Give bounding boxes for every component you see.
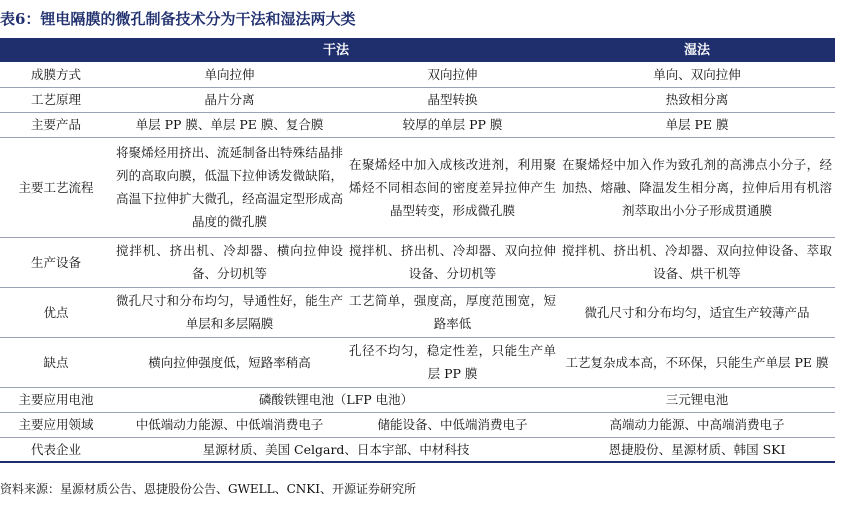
row-label: 优点 [0,287,113,337]
cell-dry-biaxial: 孔径不均匀，稳定性差，只能生产单层 PP 膜 [346,337,559,387]
table-row [0,412,835,437]
cell-dry-biaxial: 工艺简单，强度高，厚度范围宽，短路率低 [346,287,559,337]
cell-dry-biaxial: 双向拉伸 [346,62,559,87]
cell-dry-uniaxial: 中低端动力能源、中低端消费电子 [113,412,346,437]
cell-wet: 工艺复杂成本高，不环保，只能生产单层 PE 膜 [559,337,835,387]
row-label: 主要应用电池 [0,387,113,412]
row-label: 缺点 [0,337,113,387]
table-row [0,112,835,137]
table-row [0,387,835,412]
row-label: 主要产品 [0,112,113,137]
cell-dry-uniaxial: 晶片分离 [113,87,346,112]
row-label: 工艺原理 [0,87,113,112]
table-row [0,437,835,462]
cell-dry-merged: 星源材质、美国 Celgard、日本宇部、中材科技 [113,437,559,462]
header-dry-process: 干法 [113,38,559,62]
table-row [0,337,835,387]
table-row [0,62,835,87]
header-wet-process: 湿法 [559,38,835,62]
table-title: 表6：锂电隔膜的微孔制备技术分为干法和湿法两大类 [0,10,356,28]
row-label: 主要应用领域 [0,412,113,437]
cell-wet: 单向、双向拉伸 [559,62,835,87]
cell-wet: 高端动力能源、中高端消费电子 [559,412,835,437]
cell-wet: 单层 PE 膜 [559,112,835,137]
row-label: 成膜方式 [0,62,113,87]
table-row [0,87,835,112]
cell-wet: 恩捷股份、星源材质、韩国 SKI [559,437,835,462]
comparison-table [0,38,835,463]
cell-dry-uniaxial: 横向拉伸强度低，短路率稍高 [113,337,346,387]
cell-dry-biaxial: 在聚烯烃中加入成核改进剂，利用聚烯烃不同相态间的密度差异拉伸产生晶型转变，形成微孔膜 [346,137,559,237]
cell-dry-biaxial: 储能设备、中低端消费电子 [346,412,559,437]
header-blank [0,38,113,62]
cell-dry-merged: 磷酸铁锂电池（LFP 电池） [113,387,559,412]
row-label: 生产设备 [0,237,113,287]
cell-dry-uniaxial: 单层 PP 膜、单层 PE 膜、复合膜 [113,112,346,137]
cell-wet: 搅拌机、挤出机、冷却器、双向拉伸设备、萃取设备、烘干机等 [559,237,835,287]
cell-wet: 热致相分离 [559,87,835,112]
cell-dry-biaxial: 较厚的单层 PP 膜 [346,112,559,137]
cell-dry-biaxial: 晶型转换 [346,87,559,112]
table-row [0,237,835,287]
cell-wet: 三元锂电池 [559,387,835,412]
cell-dry-biaxial: 搅拌机、挤出机、冷却器、双向拉伸设备、分切机等 [346,237,559,287]
cell-dry-uniaxial: 微孔尺寸和分布均匀，导通性好，能生产单层和多层隔膜 [113,287,346,337]
cell-wet: 微孔尺寸和分布均匀，适宜生产较薄产品 [559,287,835,337]
source-note: 资料来源：星源材质公告、恩捷股份公告、GWELL、CNKI、开源证券研究所 [0,482,417,496]
cell-wet: 在聚烯烃中加入作为致孔剂的高沸点小分子，经加热、熔融、降温发生相分离，拉伸后用有机溶剂萃取出小分子形成贯通膜 [559,137,835,237]
cell-dry-uniaxial: 搅拌机、挤出机、冷却器、横向拉伸设备、分切机等 [113,237,346,287]
cell-dry-uniaxial: 将聚烯烃用挤出、流延制备出特殊结晶排列的高取向膜，低温下拉伸诱发微缺陷，高温下拉伸扩大微孔，经高温定型形成高晶度的微孔膜 [113,137,346,237]
row-label: 主要工艺流程 [0,137,113,237]
table-row [0,287,835,337]
table-row [0,137,835,237]
row-label: 代表企业 [0,437,113,462]
table-header-row [0,38,835,62]
cell-dry-uniaxial: 单向拉伸 [113,62,346,87]
